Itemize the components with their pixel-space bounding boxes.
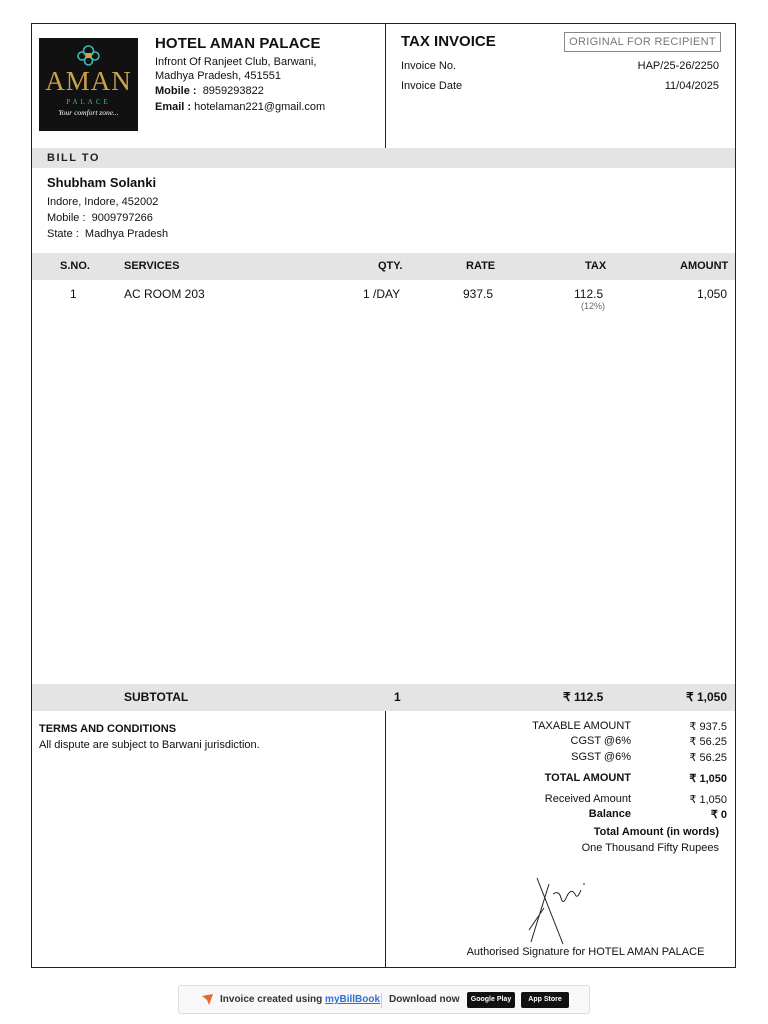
taxable-amount-label: TAXABLE AMOUNT	[532, 720, 631, 732]
subtotal-label: SUBTOTAL	[124, 690, 189, 704]
footer-created-text	[220, 994, 380, 1005]
app-store-badge[interactable]: App Store	[521, 992, 569, 1008]
invoice-title: TAX INVOICE	[401, 33, 496, 50]
col-header-rate: RATE	[466, 260, 496, 272]
invoice-document	[31, 23, 736, 968]
subtotal-amount: ₹ 1,050	[686, 690, 727, 704]
customer-mobile-value: 9009797266	[91, 212, 153, 224]
taxable-amount-value: ₹ 937.5	[689, 721, 727, 733]
mybillbook-link[interactable]: myBillBook	[325, 994, 381, 1005]
invoice-number-label: Invoice No.	[401, 60, 457, 72]
bill-to-title: BILL TO	[47, 152, 100, 164]
terms-title: TERMS AND CONDITIONS	[39, 723, 177, 735]
customer-state	[47, 228, 168, 240]
signature-caption: Authorised Signature for HOTEL AMAN PALACE	[466, 946, 705, 958]
original-badge: ORIGINAL FOR RECIPIENT	[564, 32, 721, 52]
footer-download-label: Download now	[389, 994, 460, 1005]
signature-mark	[519, 872, 599, 952]
mybillbook-footer	[178, 985, 590, 1014]
customer-address: Indore, Indore, 452002	[47, 196, 159, 208]
sgst-value: ₹ 56.25	[689, 752, 727, 764]
hotel-logo	[39, 38, 138, 131]
header-divider	[385, 24, 386, 148]
col-header-amount: AMOUNT	[680, 260, 729, 272]
customer-state-value: Madhya Pradesh	[84, 228, 169, 240]
row-amount: 1,050	[696, 287, 727, 301]
invoice-number-value: HAP/25-26/2250	[637, 60, 719, 72]
hotel-address-line2: Madhya Pradesh, 451551	[155, 70, 281, 82]
amount-words-value: One Thousand Fifty Rupees	[581, 842, 719, 854]
footer-divider	[385, 711, 386, 968]
hotel-mobile-label: Mobile :	[155, 85, 197, 97]
col-header-sno: S.NO.	[60, 260, 90, 272]
balance-value: ₹ 0	[710, 809, 727, 821]
hotel-name: HOTEL AMAN PALACE	[155, 35, 321, 52]
logo-tagline: Your comfort zone...	[58, 108, 119, 117]
customer-mobile	[47, 212, 153, 224]
received-amount-label: Received Amount	[544, 793, 631, 805]
bill-to-band	[32, 148, 735, 168]
col-header-tax: TAX	[585, 260, 607, 272]
cgst-value: ₹ 56.25	[689, 736, 727, 748]
invoice-date-label: Invoice Date	[401, 80, 463, 92]
footer-separator	[381, 993, 382, 1008]
subtotal-tax: ₹ 112.5	[563, 690, 604, 704]
customer-mobile-label: Mobile :	[47, 212, 86, 224]
amount-words-label: Total Amount (in words)	[593, 826, 719, 838]
logo-subtext: PALACE	[66, 98, 111, 106]
total-amount-value: ₹ 1,050	[689, 773, 727, 785]
row-rate: 937.5	[463, 287, 494, 301]
mybillbook-logo-icon	[201, 994, 214, 1006]
google-play-badge[interactable]: Google Play	[467, 992, 515, 1008]
sgst-label: SGST @6%	[571, 751, 631, 763]
footer-created-prefix: Invoice created using	[220, 994, 323, 1005]
terms-text: All dispute are subject to Barwani jurisdiction.	[39, 739, 260, 751]
row-sno: 1	[70, 287, 77, 301]
logo-text: AMAN	[45, 66, 132, 96]
customer-state-label: State :	[47, 228, 79, 240]
row-tax: 112.5	[574, 287, 604, 301]
hotel-address-line1: Infront Of Ranjeet Club, Barwani,	[155, 56, 317, 68]
col-header-qty: QTY.	[378, 260, 403, 272]
received-amount-value: ₹ 1,050	[689, 794, 727, 806]
customer-name: Shubham Solanki	[47, 175, 157, 190]
hotel-email	[155, 101, 325, 113]
cgst-label: CGST @6%	[570, 735, 631, 747]
hotel-email-label: Email :	[155, 101, 192, 113]
row-qty: 1 /DAY	[363, 287, 401, 301]
balance-label: Balance	[588, 808, 631, 820]
hotel-email-value: hotelaman221@gmail.com	[194, 101, 326, 113]
col-header-services: SERVICES	[124, 260, 180, 272]
hotel-mobile-value: 8959293822	[202, 85, 264, 97]
row-tax-percent: (12%)	[581, 301, 606, 311]
invoice-date-value: 11/04/2025	[664, 80, 719, 92]
row-service: AC ROOM 203	[124, 287, 205, 301]
hotel-mobile	[155, 85, 264, 97]
total-amount-label: TOTAL AMOUNT	[544, 772, 631, 784]
subtotal-qty: 1	[394, 690, 401, 704]
